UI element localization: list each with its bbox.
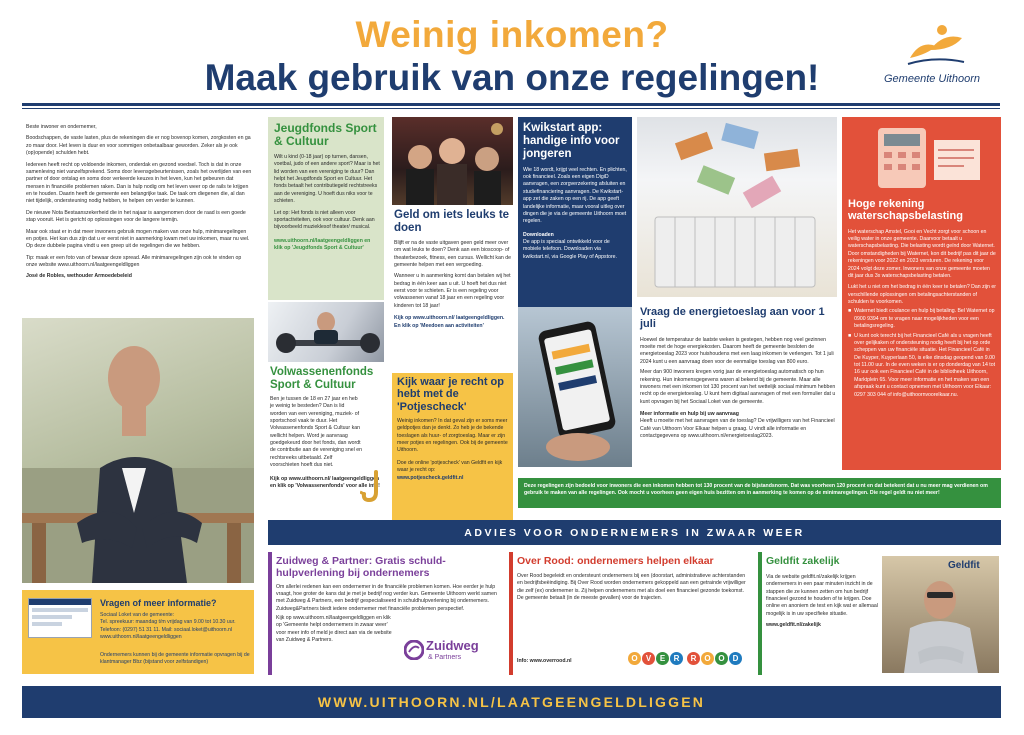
calculator-illustration-icon: [858, 120, 990, 192]
volwassenenfonds-link[interactable]: Kijk op www.uithoorn.nl/ laatgeengeldliggen en klik op 'Volwassenenfonds' voor alle info!: [270, 475, 380, 489]
zuidweg-logo-subtext: & Partners: [428, 654, 462, 661]
zuidweg-body: Kijk op www.uithoorn.nl/laatgeengeldliggen en klik op 'Gemeente helpt ondernemers in zwaar weer' voor meer info of meld je direct aan via de website van Zuidweg & Partners.: [276, 615, 392, 644]
help-box-line: Telefoon: (0297) 51 31 11. Mail: sociaal.loket@uithoorn.nl: [100, 626, 233, 633]
overrood-title: Over Rood: ondernemers helpen elkaar: [517, 555, 714, 567]
photo-geldfit-worker: [882, 556, 999, 673]
energie-body: Meer dan 900 inwoners kregen vorig jaar de energietoeslag automatisch op hun rekening. Hun inkomensgegevens waren al bekend bij de gemeente. Maar alle inwoners met een inkomen tot 130 procent van het wettelijk sociaal minimum hebben recht op de energietoeslag. U kunt hem digitaal aanvragen of met een formulier dat u kunt opvragen bij het Sociaal Loket van de gemeente.: [640, 369, 836, 405]
potjescheck-intro: Doe de online 'potjescheck' van Geldfit en kijk waar je recht op:: [397, 459, 503, 474]
geld-link[interactable]: Kijk op www.uithoorn.nl/ laatgeengeldliggen. En klik op 'Meedoen aan activiteiten': [394, 315, 505, 329]
energie-help-title: Meer informatie en hulp bij uw aanvraag: [640, 411, 739, 417]
eligibility-banner-text: Deze regelingen zijn bedoeld voor inwoners die een inkomen hebben tot 130 procent van de bijstandsnorm. Dat was voorheen 120 procent en dat betekent dat u nu meer mag verdienen om gebruik te maken van alle regelingen. Ook mocht u voorheen geen eigen huis bezitten om in aanmerking te komen op de minimaregelingen. Die regel geldt nu niet meer!: [524, 483, 988, 497]
intro-signature: José de Robles, wethouder Armoedebeleid: [26, 273, 132, 280]
kwikstart-download-title: Downloaden: [523, 231, 554, 238]
energie-help-body: Heeft u moeite met het aanvragen van de toeslag? De vrijwilligers van het Financieel Café van Uithoorn Voor Elkaar helpen u graag. U vindt alle informatie en contactgegevens op www.uithoorn.nl/energietoeslag2023.: [640, 418, 835, 440]
logo-text: Gemeente Uithoorn: [884, 73, 980, 85]
municipality-logo-icon: [900, 20, 970, 68]
intro-greeting: Beste inwoner en ondernemer,: [26, 124, 97, 130]
help-box-line: Tel. spreekuur: maandag t/m vrijdag van 9.00 tot 10.30 uur.: [100, 619, 236, 626]
jeugdfonds-body: Wilt u kind (0-18 jaar) op turnen, dansen, voetbal, judo of een andere sport? Maar is het lid worden van een vereniging te duur? Dan helpt het Jeugdfonds Sport en Cultuur. Het fonds betaalt het contributiegeld rechtstreeks aan de vereniging. U hoeft dus niks voor te schieten.: [274, 153, 380, 205]
geld-title: Geld om iets leuks te doen: [394, 209, 510, 234]
waterschap-title: Hoge rekening waterschapsbelasting: [848, 198, 963, 223]
waterschap-bullet-text: U kunt ook terecht bij het Financieel Café als u vragen heeft over gelijkaken of ondersteuning nodig heeft bij het op orde scheppen van uw financiële situatie. Het Financieel Café in De Kuyper, Kuyperlaan 50, is elke dinsdag geopend van 9.00 tot 11.00 uur. In de even weken is er op donderdag van 14 tot 16 uur ook een Financieel Café in de bibliotheek Uithoorn, Marktplein 65. Voor meer informatie en het maken van een afspraak kunt u contact opnemen met Uithoorn voor Elkaar: 0297 303 044 of info@uithoornvoorelkaar.nu.: [854, 332, 996, 398]
geld-body: Blijft er na de vaste uitgaven geen geld meer over om wat leuks te doen? Denk aan een bioscoop- of theaterbezoek, fitness, een cursus. Wellicht kan de gemeente helpen met een vergoeding.: [394, 239, 511, 268]
zuidweg-logo-icon: [404, 640, 424, 660]
overrood-logo-letter: R: [687, 652, 700, 665]
intro-paragraph: Boodschappen, de vaste lasten, plus de rekeningen die er nog bovenop komen, zorgkosten en ga zo maar door. Het leven is duur en voor sommigen onbetaalbaar geworden. Zeker als je ook (op)opende) schulden hebt.: [26, 135, 251, 157]
zuidweg-logo-text: Zuidweg: [426, 638, 479, 653]
photo-phone-app: [518, 307, 632, 467]
overrood-body: Over Rood begeleidt en ondersteunt ondernemers bij een (doorstart, administratieve achterstanden en bedrijfsbeëindiging. Bij Over Rood worden ondernemers gekoppeld aan een getrainde vrijwilliger die zelf (ex) ondernemer is. Zij helpen ondernemers met als doel een financieel gezonde toekomst. De gemeente betaalt (in de meeste gevallen) voor de trajecten.: [517, 572, 746, 601]
jeugdfonds-title: Jeugdfonds Sport & Cultuur: [274, 121, 377, 149]
geld-body: Wanneer u in aanmerking komt dan betalen wij het bedrag in één keer aan u uit. U hoeft het dus niet eerst voor te schieten. Er is een regeling voor volwassenen vanaf 18 jaar en een regeling voor kinderen tot 18 jaar!: [394, 273, 511, 309]
zuidweg-body: Om allerlei redenen kan een ondernemer in de financiële problemen komen. Hoe eerder je hulp vraagt, hoe groter de kans dat je met je bedrijf nog verder kun. Gemeente Uithoorn werkt samen met Zuidweg & Partners, een bedrijf gespecialiseerd in schuldhulpverlening bij ondernemers. Zuidweg&Partners biedt iedere ondernemer met financiële problemen perspectief.: [276, 583, 497, 612]
volwassenenfonds-body: Ben je tussen de 18 en 27 jaar en heb je weinig te besteden? Dan is lid worden van een vereniging, muziek- of sportschool vaak te duur. Het Volwassenenfonds Sport & Cultuur kan wellicht helpen. Word je aanvraag goedgekeurd door het fonds, dan wordt de contributie aan de vereniging snel en rechtsreeks uitbetaald. Zelf voorschieten hoeft dus niet.: [270, 395, 362, 469]
bullet-icon: ■: [848, 332, 852, 339]
overrood-info-link[interactable]: Info: www.overrood.nl: [517, 658, 572, 664]
header-rule-thick: [22, 103, 1000, 106]
geldfit-link[interactable]: www.geldfit.nl/zakelijk: [766, 622, 821, 628]
website-screenshot-thumbnail: [28, 598, 92, 638]
photo-concert-audience: [392, 117, 513, 205]
headline-line1: Weinig inkomen?: [355, 14, 669, 55]
overrood-logo-letter: D: [729, 652, 742, 665]
overrood-logo-letter: O: [628, 652, 641, 665]
geldfit-photo-label: Geldfit: [948, 560, 980, 571]
saxophone-icon: [360, 470, 384, 504]
header-rule-thin: [22, 108, 1000, 109]
waterschap-bullet: [848, 308, 996, 330]
help-box-title: Vragen of meer informatie?: [100, 598, 217, 608]
potjescheck-title: Kijk waar je recht op hebt met de 'Potjescheck': [397, 376, 504, 413]
potjescheck-link[interactable]: www.potjescheck.geldfit.nl: [397, 474, 464, 481]
energie-body: Hoewel de temperatuur de laatste weken is gestegen, hebben nog veel gezinnen moeite met de hoge energiekosten. Daarom heeft de gemeente besloten de energietoeslag 2023 voor huishoudens met een laag inkomen te verlengen. Tot 1 juli 2024 kunt u een aanvraag doen voor de eenmalige toeslag van 800 euro.: [640, 336, 834, 365]
advies-section-title: ADVIES VOOR ONDERNEMERS IN ZWAAR WEER: [464, 527, 805, 539]
intro-letter: [26, 124, 252, 285]
bullet-icon: ■: [848, 308, 852, 315]
potjescheck-body: Weinig inkomen? In dat geval zijn er soms meer geldpotjes dan je denkt. Zo heb je de bekende toeslagen als huur- of zorgtoeslag. Maar er zijn meer potjes en regelingen. Ook bij de gemeente Uithoorn.: [397, 417, 508, 454]
energie-title: Vraag de energietoeslag aan voor 1 juli: [640, 306, 825, 331]
help-box-contact: [100, 612, 250, 642]
help-box-footnote: Ondernemers kunnen bij de gemeente informatie opvragen bij de klantmanager Bbz (bijstand voor zelfstandigen): [100, 652, 250, 666]
overrood-logo-letter: R: [670, 652, 683, 665]
volwassenenfonds-title: Volwassenenfonds Sport & Cultuur: [270, 366, 374, 391]
headline-line2: Maak gebruik van onze regelingen!: [204, 57, 820, 98]
waterschap-body: Het waterschap Amstel, Gooi en Vecht zorgt voor schoon en veilig water in onze gemeente. Daarvoor betaalt u waterschapsbelasting. Die belasting wordt geïnd door Waternet. Door omstandigheden bij Waternet, kon dit bedrijf pas dit jaar de rekeningen voor 2022 en 2023 versturen. De rekening voor 2024 volgt deze zomer. Inwoners van onze gemeente moeten dit jaar dus 3x waterschapsbelasting betalen.: [848, 228, 996, 279]
waterschap-bullet-text: Waternet biedt coulance en hulp bij betaling. Bel Waternet op 0900 9394 om te vragen naar mogelijkheden voor een betalingsregeling.: [854, 308, 995, 330]
photo-money-radiator: [637, 117, 837, 297]
intro-paragraph: Tip: maak er een foto van of bewaar deze spread. Alle minimaregelingen zijn ook te vinden op onze website www.uithoorn.nl/laatgeengeldliggen: [26, 254, 242, 268]
footer-url-link[interactable]: WWW.UITHOORN.NL/LAATGEENGELDLIGGEN: [317, 694, 706, 710]
photo-gym: [268, 302, 384, 362]
intro-paragraph: Iedereen heeft recht op voldoende inkomen, onderdak en gezond voedsel. Toch is dat in onze samenleving niet vanzelfsprekend. Soms door levensgebeurtenissen, zoals het overlijden van een partner of door ontslag en soms door verkeerde keuzes in het leven, kun het gebeuren dat mensen in financiële problemen raken. Dan is hulp nodig om het leven weer op de rails te krijgen en te houden. Daarin heeft de gemeente een belangrijke taak. De taak om diegenen die, al dan niet tijdelijk, ondersteuning nodig hebben, te helpen om verder te kunnen.: [26, 161, 252, 205]
overrood-logo: [628, 652, 742, 665]
intro-paragraph: De nieuwe Nota Bestaanszekerheid die in het najaar is aangenomen door de raad is een goede stap vooruit. Het is gericht op oplossingen voor de langere termijn.: [26, 209, 246, 224]
waterschap-body: Lukt het u niet om het bedrag in één keer te betalen? Dan zijn er verschillende oplossingen om betalingsachterstanden of schulden te voorkomen.: [848, 284, 996, 305]
kwikstart-title: Kwikstart app: handige info voor jongeren: [523, 122, 620, 160]
intro-paragraph: Maar ook staat er in dat meer inwoners gebruik mogen maken van onze hulp, minimaregelingen en potjes. Het kan dus zijn dat u er eerst niet in aanmerking kwam met uw inkomen, maar nu wel. Op deze dubbele pagina vindt u een greep uit de regelingen die we hebben.: [26, 228, 250, 250]
help-box-line: Sociaal Loket van de gemeente:: [100, 612, 175, 618]
jeugdfonds-note: Let op: Het fonds is niet alleen voor sportactiviteiten, ook voor cultuur. Denk aan bijvoorbeeld muzieklesof theater/ musical.: [274, 209, 375, 231]
zuidweg-title: Zuidweg & Partner: Gratis schuld- hulpverlening bij ondernemers: [276, 555, 446, 579]
jeugdfonds-link[interactable]: www.uithoorn.nl/laatgeengeldliggen en klik op 'Jeugdfonds Sport & Cultuur': [274, 237, 371, 251]
photo-wethouder: [22, 318, 254, 583]
overrood-logo-letter: O: [715, 652, 728, 665]
overrood-logo-letter: O: [701, 652, 714, 665]
overrood-logo-letter: V: [642, 652, 655, 665]
kwikstart-body: Wie 18 wordt, krijgt veel rechten. En plichten, ook financieel. Zoals een eigen DigiD aanvragen, een zorgverzekering afsluiten en studiefinanciering aanvragen. De Kwikstart-app zet die zaken op een rij. De app geeft landelijke informatie, maar vooral uitleg over dingen die je via de gemeente Uithoorn moet regelen.: [523, 166, 627, 225]
geldfit-body: Via de website geldfit.nl/zakelijk krijgen ondernemers in een paar minuten inzicht in de stappen die ze kunnen zetten om hun bedrijf financieel gezond te houden of te krijgen. Doe online en anoniem de test en kijk wat er allemaal mogelijk is in uw specifieke situatie.: [766, 573, 878, 617]
kwikstart-download-body: De app is speciaal ontwikkeld voor de mobiele telefoon. Downloaden via kwikstart.nl, via Google Play of Appstore.: [523, 239, 617, 260]
overrood-logo-letter: E: [656, 652, 669, 665]
waterschap-bullet: [848, 333, 996, 399]
geldfit-title: Geldfit zakelijk: [766, 555, 840, 567]
help-box-link[interactable]: www.uithoorn.nl/laatgeengeldliggen: [100, 634, 182, 641]
